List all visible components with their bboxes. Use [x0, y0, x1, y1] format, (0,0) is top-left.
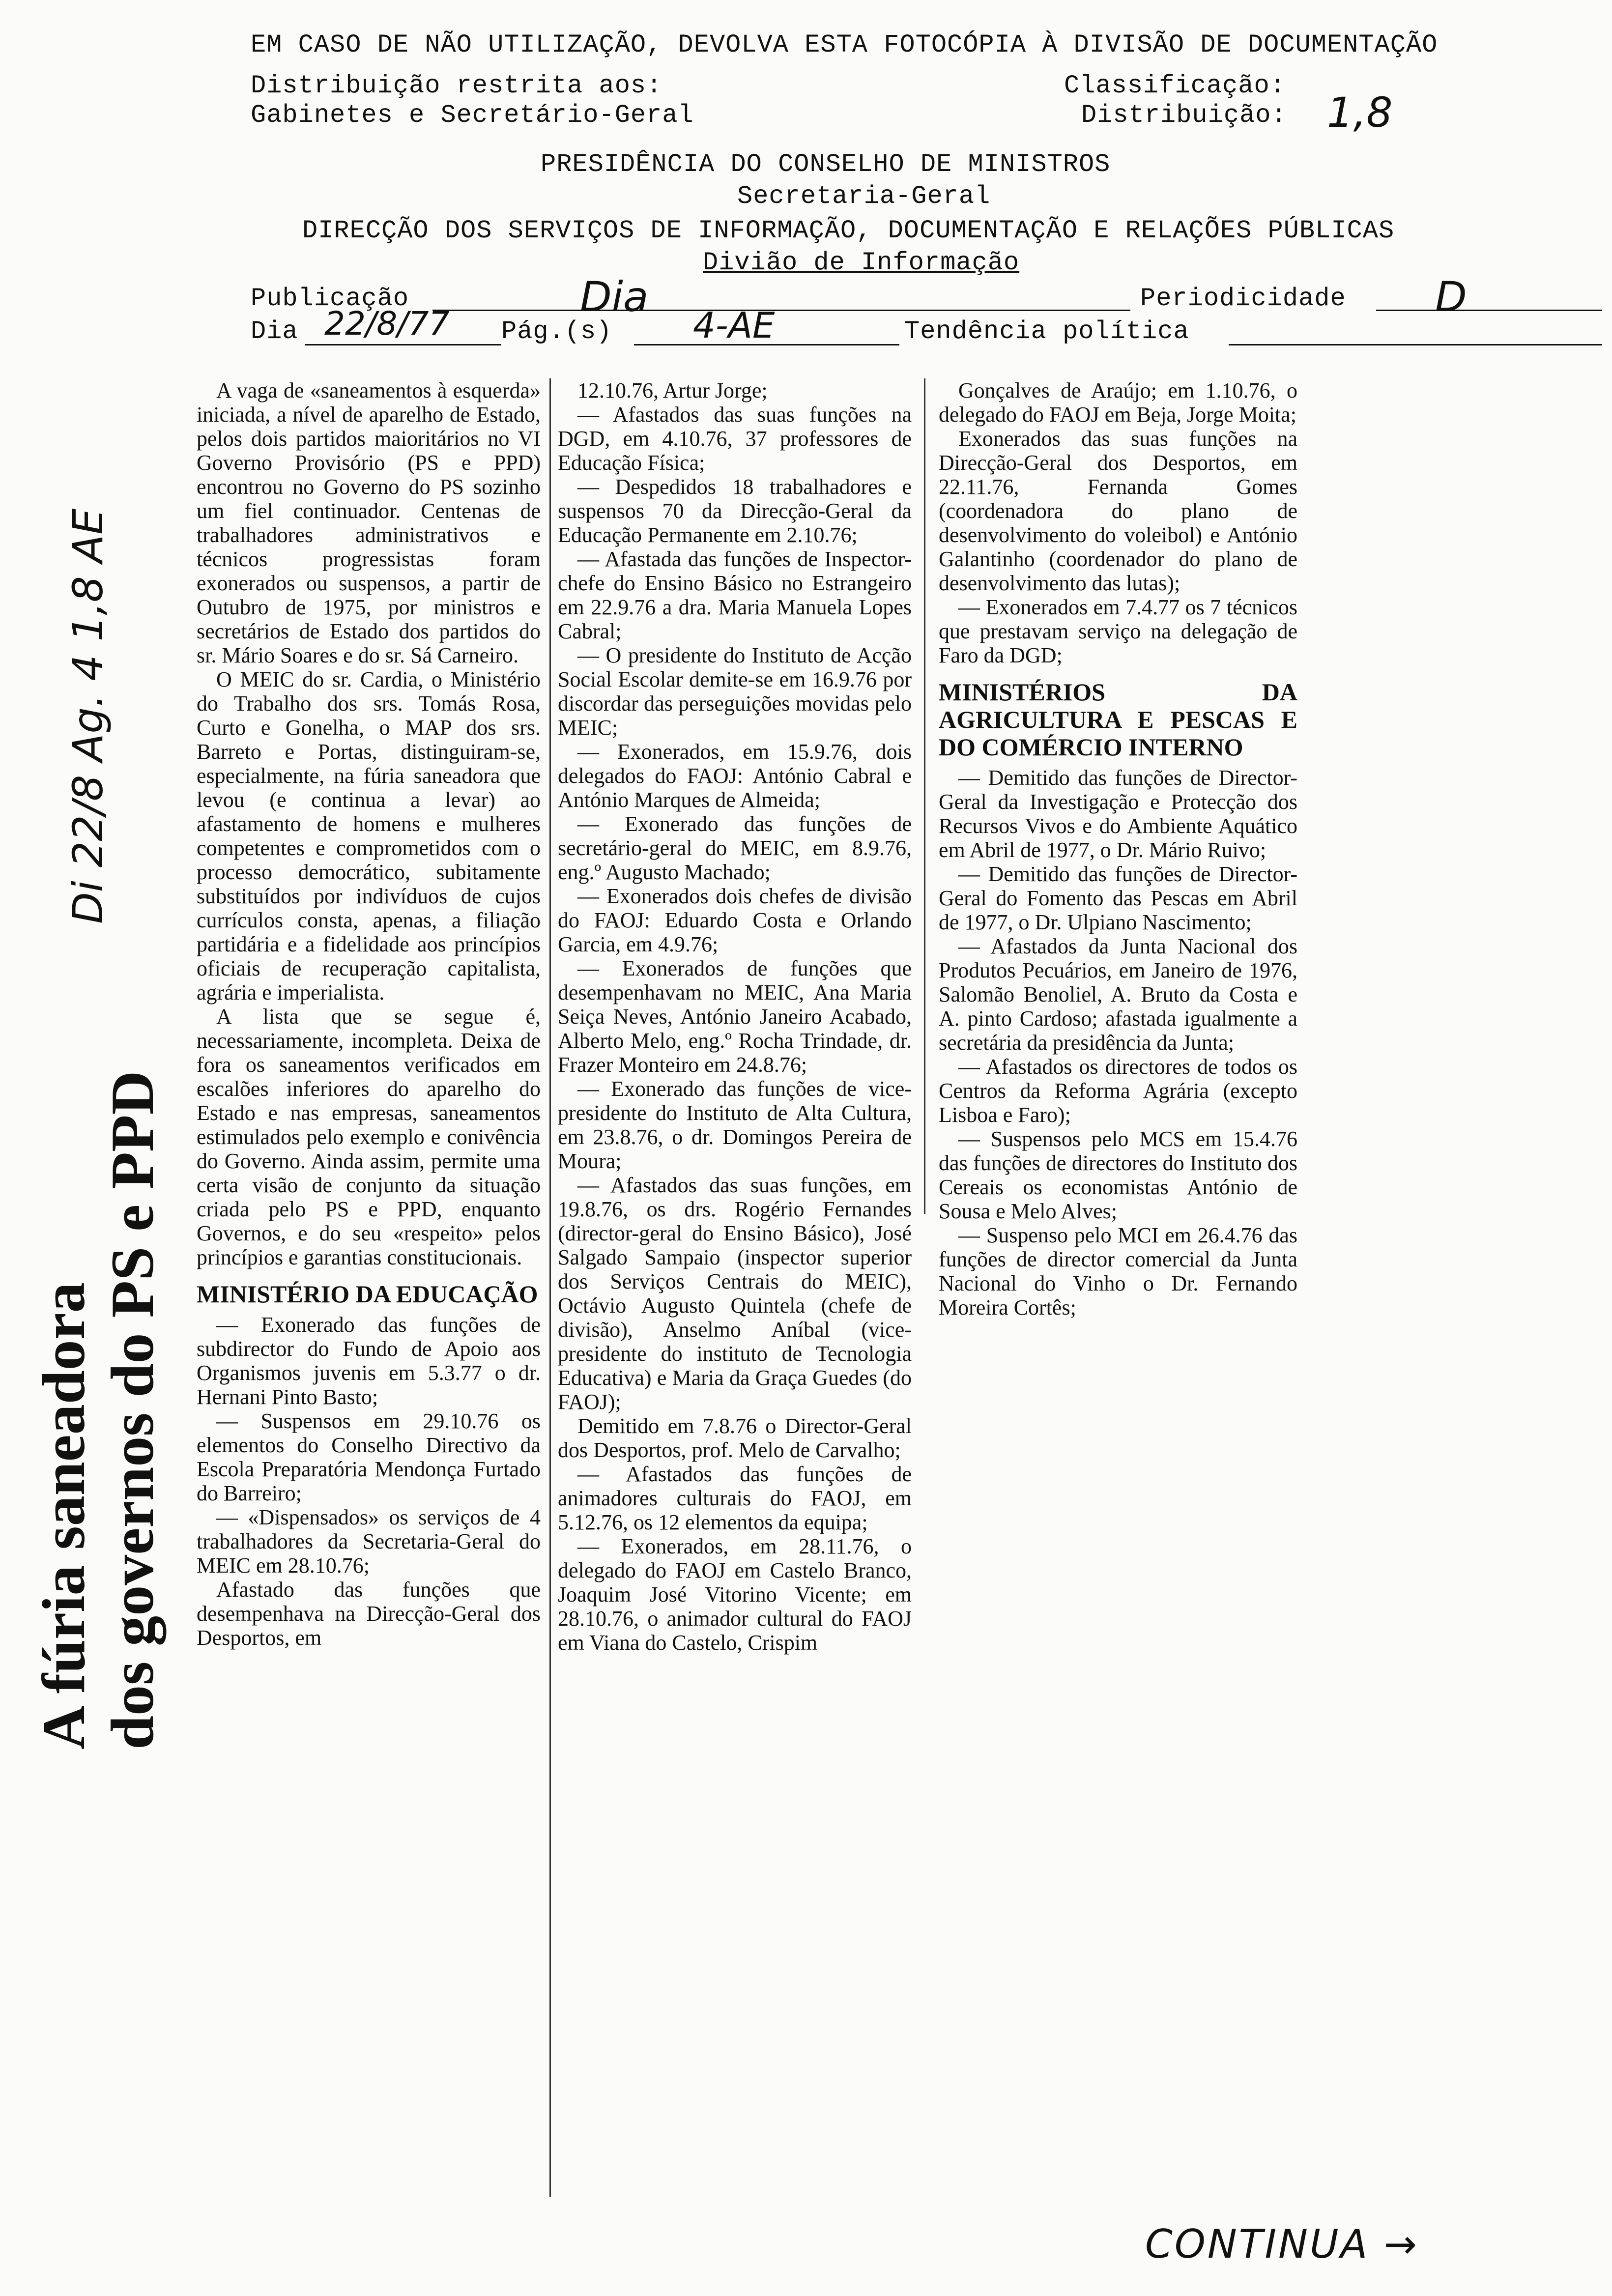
- margin-handwritten-note: Di 22/8 Ag. 4 1,8 AE: [64, 508, 112, 924]
- article-paragraph: A vaga de «saneamentos à esquerda» iniciada, a nível de aparelho de Estado, pelos dois partidos maioritários no VI Governo Provisório (PS e PPD) encontrou no Governo do PS sozinho um fiel continuador. Centenas de trabalhadores administrativos e técnicos progressistas foram exonerados ou suspensos, a partir de Outubro de 1975, por ministros e secretários de Estado dos partidos do sr. Mário Soares e do sr. Sá Carneiro.: [197, 378, 541, 667]
- distribution-restricted-label: Distribuição restrita aos:: [251, 71, 662, 100]
- pages-label: Pág.(s): [501, 317, 612, 346]
- article-paragraph: — Afastada das funções de Inspector-chefe do Ensino Básico no Estrangeiro em 22.9.76 a dra. Maria Manuela Lopes Cabral;: [558, 547, 912, 643]
- publication-label: Publicação: [251, 284, 409, 313]
- headline-line-1: A fúria saneadora: [30, 1282, 97, 1750]
- classification-label: Classificação:: [1064, 71, 1286, 100]
- article-paragraph: — Despedidos 18 trabalhadores e suspensos 70 da Direcção-Geral da Educação Permanente em 2.10.76;: [558, 475, 912, 547]
- article-paragraph: — Afastados da Junta Nacional dos Produtos Pecuários, em Janeiro de 1976, Salomão Benoliel, A. Bruto da Costa e A. pinto Cardoso; afastada igualmente a secretária da presidência da Junta;: [939, 934, 1297, 1055]
- article-column-3: [939, 378, 1297, 1320]
- article-paragraph: — Exonerados dois chefes de divisão do FAOJ: Eduardo Costa e Orlando Garcia, em 4.9.76;: [558, 884, 912, 956]
- column-divider-2: [924, 378, 925, 1214]
- article-paragraph: A lista que se segue é, necessariamente, incompleta. Deixa de fora os saneamentos verificados em escalões inferiores do aparelho do Estado e nas empresas, saneamentos estimulados pelo exemplo e conivência do Governo. Ainda assim, permite uma certa visão de conjunto da situação criada pelo PS e PPD, enquanto Governos, e do seu «respeito» pelos princípios e garantias constitucionais.: [197, 1004, 541, 1269]
- article-paragraph: — Exonerado das funções de subdirector do Fundo de Apoio aos Organismos juvenis em 5.3.77 o dr. Hernani Pinto Basto;: [197, 1313, 541, 1409]
- article-paragraph: — O presidente do Instituto de Acção Social Escolar demite-se em 16.9.76 por discordar das perseguições movidas pelo MEIC;: [558, 643, 912, 740]
- section-heading: MINISTÉRIOS DA AGRICULTURA E PESCAS E DO COMÉRCIO INTERNO: [939, 678, 1297, 761]
- document-header: [0, 0, 1612, 354]
- headline-line-2: dos governos do PS e PPD: [99, 1070, 166, 1750]
- continued-handwritten-note: CONTINUA →: [1145, 2221, 1419, 2267]
- article-paragraph: — Exonerados, em 28.11.76, o delegado do FAOJ em Castelo Branco, Joaquim José Vitorino Vicente; em 28.10.76, o animador cultural do FAOJ em Viana do Castelo, Crispim: [558, 1534, 912, 1655]
- article-paragraph: Gonçalves de Araújo; em 1.10.76, o delegado do FAOJ em Beja, Jorge Moita;: [939, 378, 1297, 427]
- article-paragraph: Exonerados das suas funções na Direcção-Geral dos Desportos, em 22.11.76, Fernanda Gomes (coordenadora do plano de desenvolvimento do voleibol) e António Galantinho (coordenador do plano de desenvolvimento das lutas);: [939, 427, 1297, 595]
- headline: [29, 1071, 167, 1750]
- division-name: Divião de Informação: [703, 248, 1020, 277]
- pages-value: 4-AE: [693, 305, 775, 346]
- article-paragraph: — Exonerado das funções de secretário-geral do MEIC, em 8.9.76, eng.º Augusto Machado;: [558, 812, 912, 884]
- article-paragraph: — Afastados das funções de animadores culturais do FAOJ, em 5.12.76, os 12 elementos da equipa;: [558, 1462, 912, 1534]
- article-paragraph: — Demitido das funções de Director-Geral do Fomento das Pescas em Abril de 1977, o Dr. Ulpiano Nascimento;: [939, 862, 1297, 934]
- directorate-name: DIRECÇÃO DOS SERVIÇOS DE INFORMAÇÃO, DOCUMENTAÇÃO E RELAÇÕES PÚBLICAS: [302, 216, 1395, 245]
- distribution-restricted-value: Gabinetes e Secretário-Geral: [251, 101, 694, 130]
- article-paragraph: — Exonerados em 7.4.77 os 7 técnicos que prestavam serviço na delegação de Faro da DGD;: [939, 595, 1297, 667]
- article-column-1: [197, 378, 541, 1650]
- distribution-label: Distribuição:: [1081, 101, 1287, 130]
- article-paragraph: — Exonerados de funções que desempenhavam no MEIC, Ana Maria Seiça Neves, António Janeiro Acabado, Alberto Melo, eng.º Rocha Trindade, dr. Frazer Monteiro em 24.8.76;: [558, 956, 912, 1077]
- column-divider-1: [549, 378, 551, 2197]
- publication-value: Dia: [580, 273, 649, 321]
- article-paragraph: Demitido em 7.8.76 o Director-Geral dos Desportos, prof. Melo de Carvalho;: [558, 1414, 912, 1462]
- return-notice: EM CASO DE NÃO UTILIZAÇÃO, DEVOLVA ESTA FOTOCÓPIA À DIVISÃO DE DOCUMENTAÇÃO: [251, 30, 1438, 59]
- article-paragraph: — Suspenso pelo MCI em 26.4.76 das funções de director comercial da Junta Nacional do Vinho o Dr. Fernando Moreira Cortês;: [939, 1223, 1297, 1320]
- section-heading: MINISTÉRIO DA EDUCAÇÃO: [197, 1280, 538, 1308]
- periodicity-value: D: [1435, 273, 1467, 321]
- article-paragraph: — Demitido das funções de Director-Geral da Investigação e Protecção dos Recursos Vivos e do Ambiente Aquático em Abril de 1977, o Dr. Mário Ruivo;: [939, 766, 1297, 862]
- article-paragraph: — Afastados os directores de todos os Centros da Reforma Agrária (excepto Lisboa e Faro);: [939, 1055, 1297, 1127]
- distribution-value: 1,8: [1327, 88, 1393, 137]
- secretariat-name: Secretaria-Geral: [737, 182, 991, 211]
- article-paragraph: — Afastados das suas funções na DGD, em 4.10.76, 37 professores de Educação Física;: [558, 402, 912, 475]
- org-name: PRESIDÊNCIA DO CONSELHO DE MINISTROS: [541, 150, 1111, 179]
- tendency-rule: [1229, 344, 1602, 345]
- day-value: 22/8/77: [324, 305, 450, 343]
- article-paragraph: O MEIC do sr. Cardia, o Ministério do Trabalho dos srs. Tomás Rosa, Curto e Gonelha, o MAP dos srs. Barreto e Portas, distinguiram-se, especialmente, na fúria saneadora que levou (e continua a levar) ao afastamento de homens e mulheres competentes e comprometidos com o processo democrático, subitamente substituídos por indivíduos de cujos currículos consta, apenas, a filiação partidária e a fidelidade aos princípios oficiais de recuperação capitalista, agrária e imperialista.: [197, 667, 541, 1004]
- publication-rule: [432, 310, 1130, 311]
- article-paragraph: Afastado das funções que desempenhava na Direcção-Geral dos Desportos, em: [197, 1578, 541, 1650]
- article-paragraph: — Afastados das suas funções, em 19.8.76, os drs. Rogério Fernandes (director-geral do Ensino Básico), José Salgado Sampaio (inspector superior dos Serviços Centrais do MEIC), Octávio Augusto Quintela (chefe de divisão), Anselmo Aníbal (vice-presidente do instituto de Tecnologia Educativa) e Maria da Graça Guedes (do FAOJ);: [558, 1173, 912, 1414]
- tendency-label: Tendência política: [904, 317, 1189, 346]
- periodicity-rule: [1376, 310, 1602, 311]
- article-paragraph: — Exonerado das funções de vice-presidente do Instituto de Alta Cultura, em 23.8.76, o dr. Domingos Pereira de Moura;: [558, 1077, 912, 1173]
- article-paragraph: — Suspensos em 29.10.76 os elementos do Conselho Directivo da Escola Preparatória Mendonça Furtado do Barreiro;: [197, 1409, 541, 1505]
- article-paragraph: — Exonerados, em 15.9.76, dois delegados do FAOJ: António Cabral e António Marques de Almeida;: [558, 740, 912, 812]
- article-paragraph: — Suspensos pelo MCS em 15.4.76 das funções de directores do Instituto dos Cereais os economistas António de Sousa e Melo Alves;: [939, 1127, 1297, 1223]
- article-column-2: [558, 378, 912, 1655]
- article-paragraph: — «Dispensados» os serviços de 4 trabalhadores da Secretaria-Geral do MEIC em 28.10.76;: [197, 1505, 541, 1578]
- periodicity-label: Periodicidade: [1140, 284, 1346, 313]
- article-paragraph: 12.10.76, Artur Jorge;: [577, 378, 768, 402]
- day-rule: [305, 344, 501, 345]
- day-label: Dia: [251, 317, 298, 346]
